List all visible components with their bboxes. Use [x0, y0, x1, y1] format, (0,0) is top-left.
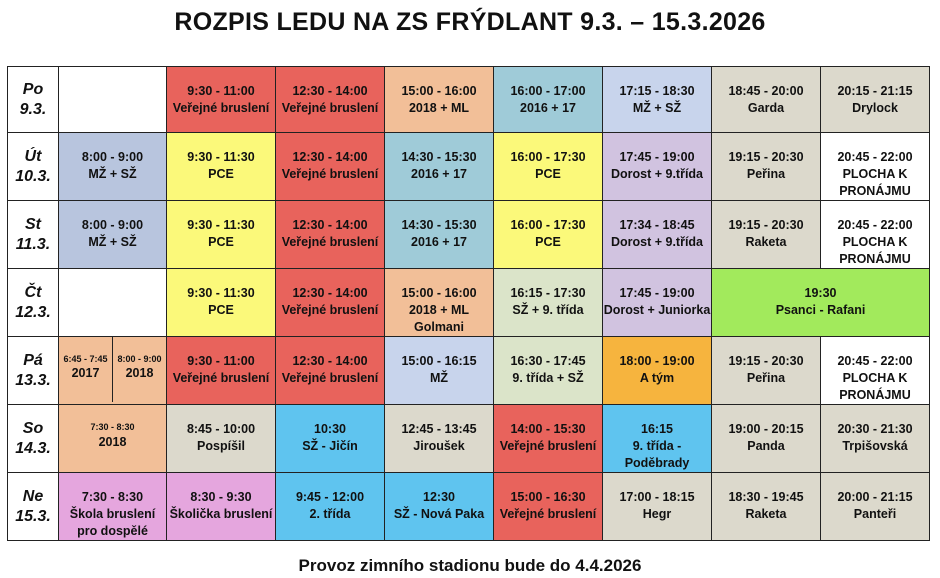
schedule-row-monday: [8, 67, 930, 133]
slot: 12:30 - 14:00 Veřejné bruslení: [276, 337, 385, 405]
slot: 16:00 - 17:30 PCE: [494, 201, 603, 269]
slot: 9:30 - 11:30 PCE: [167, 269, 276, 337]
slot: 14:30 - 15:30 2016 + 17: [385, 133, 494, 201]
slot: 12:30 - 14:00 Veřejné bruslení: [276, 269, 385, 337]
slot: 20:15 - 21:15 Drylock: [821, 67, 930, 133]
slot-match: 19:30 Psanci - Rafani: [712, 269, 930, 337]
slot: 12:45 - 13:45 Jiroušek: [385, 405, 494, 473]
slot: 9:30 - 11:00 Veřejné bruslení: [167, 67, 276, 133]
slot: 8:45 - 10:00 Pospíšil: [167, 405, 276, 473]
slot: 15:00 - 16:30 Veřejné bruslení: [494, 473, 603, 541]
schedule-row-friday: [8, 337, 930, 405]
schedule-row-saturday: [8, 405, 930, 473]
slot: 15:00 - 16:15 MŽ: [385, 337, 494, 405]
slot: 14:30 - 15:30 2016 + 17: [385, 201, 494, 269]
slot: 17:45 - 19:00 Dorost + Juniorka: [603, 269, 712, 337]
slot: 8:00 - 9:00 MŽ + SŽ: [59, 201, 167, 269]
day-label: Čt 12.3.: [8, 269, 59, 337]
slot: 9:45 - 12:00 2. třída: [276, 473, 385, 541]
schedule-row-tuesday: [8, 133, 930, 201]
slot: 8:00 - 9:00 MŽ + SŽ: [59, 133, 167, 201]
slot: 12:30 - 14:00 Veřejné bruslení: [276, 67, 385, 133]
slot: 19:15 - 20:30 Peřina: [712, 133, 821, 201]
slot: 17:34 - 18:45 Dorost + 9.třída: [603, 201, 712, 269]
day-label: St 11.3.: [8, 201, 59, 269]
slot: 16:15 9. třída - Poděbrady: [603, 405, 712, 473]
page-title: ROZPIS LEDU NA ZS FRÝDLANT 9.3. – 15.3.2026: [174, 8, 766, 36]
day-label: Po 9.3.: [8, 67, 59, 133]
slot: 12:30 - 14:00 Veřejné bruslení: [276, 201, 385, 269]
slot-split: [59, 337, 167, 405]
slot: 18:00 - 19:00 A tým: [603, 337, 712, 405]
slot-empty: [59, 269, 167, 337]
day-label: Út 10.3.: [8, 133, 59, 201]
slot: 18:30 - 19:45 Raketa: [712, 473, 821, 541]
slot: 15:00 - 16:00 2018 + ML: [385, 67, 494, 133]
slot: 17:45 - 19:00 Dorost + 9.třída: [603, 133, 712, 201]
slot: 20:30 - 21:30 Trpišovská: [821, 405, 930, 473]
slot: 9:30 - 11:30 PCE: [167, 133, 276, 201]
slot: 14:00 - 15:30 Veřejné bruslení: [494, 405, 603, 473]
slot: 18:45 - 20:00 Garda: [712, 67, 821, 133]
day-label: Ne 15.3.: [8, 473, 59, 541]
slot: 7:30 - 8:30 Škola bruslení pro dospělé: [59, 473, 167, 541]
schedule-row-sunday: [8, 473, 930, 541]
slot: 20:45 - 22:00 PLOCHA K PRONÁJMU: [821, 201, 930, 269]
slot: 17:00 - 18:15 Hegr: [603, 473, 712, 541]
slot: 7:30 - 8:30 2018: [59, 405, 167, 473]
slot: 20:00 - 21:15 Panteři: [821, 473, 930, 541]
slot: 19:15 - 20:30 Raketa: [712, 201, 821, 269]
slot: 9:30 - 11:00 Veřejné bruslení: [167, 337, 276, 405]
slot: 6:45 - 7:45 2017: [59, 337, 113, 402]
footer-note: Provoz zimního stadionu bude do 4.4.2026: [298, 556, 642, 575]
slot: 16:00 - 17:30 PCE: [494, 133, 603, 201]
slot: 8:30 - 9:30 Školička bruslení: [167, 473, 276, 541]
slot: 10:30 SŽ - Jičín: [276, 405, 385, 473]
day-label: Pá 13.3.: [8, 337, 59, 405]
slot: 12:30 SŽ - Nová Paka: [385, 473, 494, 541]
slot: 17:15 - 18:30 MŽ + SŽ: [603, 67, 712, 133]
slot: 19:00 - 20:15 Panda: [712, 405, 821, 473]
slot-empty: [59, 67, 167, 133]
slot: 15:00 - 16:00 2018 + ML Golmani: [385, 269, 494, 337]
slot: 9:30 - 11:30 PCE: [167, 201, 276, 269]
day-label: So 14.3.: [8, 405, 59, 473]
slot: 20:45 - 22:00 PLOCHA K PRONÁJMU: [821, 133, 930, 201]
slot: 20:45 - 22:00 PLOCHA K PRONÁJMU: [821, 337, 930, 405]
ice-schedule-table: [7, 66, 930, 541]
slot: 12:30 - 14:00 Veřejné bruslení: [276, 133, 385, 201]
slot: 8:00 - 9:00 2018: [117, 354, 162, 380]
slot: 16:30 - 17:45 9. třída + SŽ: [494, 337, 603, 405]
slot: 16:00 - 17:00 2016 + 17: [494, 67, 603, 133]
slot: 16:15 - 17:30 SŽ + 9. třída: [494, 269, 603, 337]
schedule-row-thursday: [8, 269, 930, 337]
schedule-row-wednesday: [8, 201, 930, 269]
slot: 19:15 - 20:30 Peřina: [712, 337, 821, 405]
